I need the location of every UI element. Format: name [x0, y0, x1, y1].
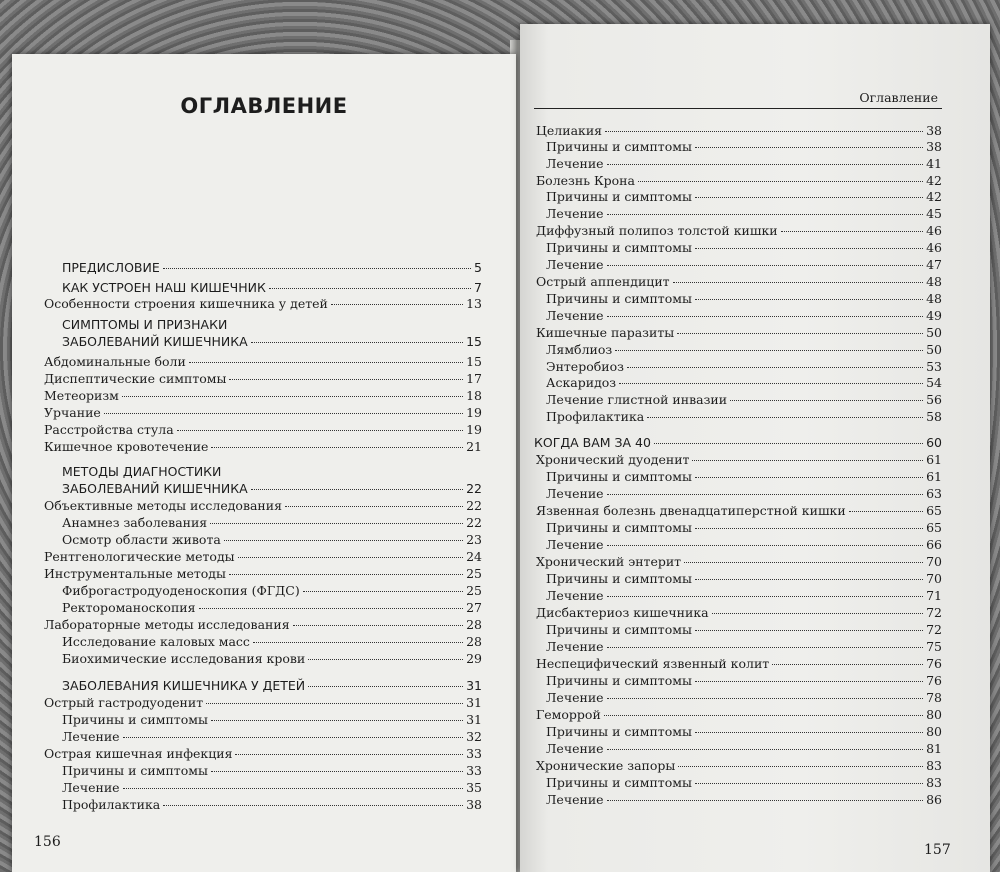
- toc-entry: [534, 434, 942, 451]
- toc-entry: [546, 740, 942, 757]
- toc-entry-title: Метеоризм: [44, 388, 119, 403]
- toc-entry: [546, 570, 942, 587]
- dot-leader: [730, 400, 923, 401]
- dot-leader: [251, 489, 463, 490]
- toc-entry-title: Лечение: [546, 741, 604, 756]
- toc-entry-title: Болезнь Крона: [536, 173, 635, 188]
- toc-entry: [536, 324, 942, 341]
- toc-entry: [546, 155, 942, 172]
- toc-entry-title: Хронический энтерит: [536, 554, 682, 569]
- toc-entry-title: Лечение: [546, 537, 604, 552]
- toc-entry-page: 71: [926, 588, 942, 603]
- dot-leader: [123, 788, 464, 789]
- toc-entry-title: Лечение: [546, 156, 604, 171]
- toc-entry-page: 29: [466, 651, 482, 666]
- toc-entry-page: 41: [926, 156, 942, 171]
- toc-entry-page: 18: [466, 388, 482, 403]
- toc-entry: [536, 604, 942, 621]
- toc-entry-page: 13: [466, 296, 482, 311]
- toc-entry-page: 49: [926, 308, 942, 323]
- toc-entry: [44, 565, 482, 582]
- toc-entry-page: 32: [466, 729, 482, 744]
- dot-leader: [122, 396, 463, 397]
- toc-entry: [536, 222, 942, 239]
- toc-entry: [546, 256, 942, 273]
- toc-entry-page: 46: [926, 240, 942, 255]
- toc-entry-page: 38: [466, 797, 482, 812]
- dot-leader: [308, 659, 463, 660]
- toc-entry: [44, 616, 482, 633]
- toc-entry: [62, 728, 482, 745]
- dot-leader: [206, 703, 463, 704]
- toc-entry-page: 83: [926, 775, 942, 790]
- toc-entry: [62, 259, 482, 276]
- toc-entry: [44, 694, 482, 711]
- dot-leader: [607, 265, 924, 266]
- toc-entry: [62, 633, 482, 650]
- toc-entry: [546, 138, 942, 155]
- toc-entry-title: Аскаридоз: [546, 375, 617, 390]
- toc-entry-page: 76: [926, 656, 942, 671]
- toc-entry-page: 38: [926, 139, 942, 154]
- dot-leader: [229, 379, 463, 380]
- toc-entry-title: Энтеробиоз: [546, 359, 624, 374]
- toc-entry: [536, 172, 942, 189]
- toc-entry-title: Острая кишечная инфекция: [44, 746, 233, 761]
- toc-entry-title: Диффузный полипоз толстой кишки: [536, 223, 778, 238]
- toc-entry-title: Урчание: [44, 405, 101, 420]
- toc-entry: [546, 408, 942, 425]
- page-number-right: 157: [924, 842, 951, 858]
- toc-entry-title: Ректороманоскопия: [62, 600, 196, 615]
- toc-entry-page: 48: [926, 291, 942, 306]
- toc-entry-title: Причины и симптомы: [546, 571, 692, 586]
- toc-entry-title: Причины и симптомы: [546, 291, 692, 306]
- toc-entry-title: Профилактика: [62, 797, 161, 812]
- toc-entry: [44, 353, 482, 370]
- toc-entry: [62, 796, 482, 813]
- toc-entry: [536, 273, 942, 290]
- toc-entry-page: 80: [926, 707, 942, 722]
- toc-entry: [62, 650, 482, 667]
- toc-entry-title: Причины и симптомы: [546, 724, 692, 739]
- toc-entry-title: Хронический дуоденит: [536, 452, 690, 467]
- toc-entry: [536, 655, 942, 672]
- toc-entry-page: 65: [926, 520, 942, 535]
- dot-leader: [163, 268, 471, 269]
- toc-entry: [546, 536, 942, 553]
- dot-leader: [224, 540, 463, 541]
- dot-leader: [238, 557, 464, 558]
- toc-entry-title: Лечение: [546, 690, 604, 705]
- toc-entry: [62, 480, 482, 497]
- toc-entry-page: 70: [926, 554, 942, 569]
- toc-entry-title: Кишечные паразиты: [536, 325, 675, 340]
- toc-entry-title: Инструментальные методы: [44, 566, 226, 581]
- dot-leader: [712, 613, 923, 614]
- toc-entry: [62, 762, 482, 779]
- running-head: Оглавление: [859, 90, 938, 105]
- toc-entry-page: 31: [466, 678, 482, 693]
- toc-entry-page: 50: [926, 325, 942, 340]
- toc-entry-title: Причины и симптомы: [546, 469, 692, 484]
- toc-entry: [546, 519, 942, 536]
- dot-leader: [695, 147, 923, 148]
- toc-entry-page: 78: [926, 690, 942, 705]
- dot-leader: [695, 579, 923, 580]
- toc-entry-page: 72: [926, 605, 942, 620]
- dot-leader: [211, 447, 463, 448]
- toc-entry: [536, 706, 942, 723]
- toc-entry-title: Геморрой: [536, 707, 601, 722]
- toc-entry-title: Причины и симптомы: [546, 139, 692, 154]
- dot-leader: [607, 647, 924, 648]
- dot-leader: [163, 805, 463, 806]
- toc-entry-title: Лабораторные методы исследования: [44, 617, 290, 632]
- toc-entry-title: Причины и симптомы: [546, 775, 692, 790]
- toc-entry-page: 19: [466, 405, 482, 420]
- toc-entry: [62, 531, 482, 548]
- toc-entry-title: Лямблиоз: [546, 342, 613, 357]
- toc-entry-title: Целиакия: [536, 123, 603, 138]
- toc-entry: [62, 279, 482, 296]
- toc-entry: [62, 316, 482, 333]
- dot-leader: [619, 383, 923, 384]
- dot-leader: [695, 477, 923, 478]
- toc-entry: [62, 779, 482, 796]
- toc-entry: [546, 485, 942, 502]
- page-number-left: 156: [34, 834, 61, 850]
- toc-entry-page: 31: [466, 712, 482, 727]
- dot-leader: [695, 783, 923, 784]
- toc-entry: [44, 548, 482, 565]
- dot-leader: [604, 715, 923, 716]
- toc-entry: [62, 677, 482, 694]
- toc-entry: [546, 791, 942, 808]
- dot-leader: [684, 562, 923, 563]
- toc-entry: [62, 514, 482, 531]
- dot-leader: [607, 800, 924, 801]
- dot-leader: [607, 596, 924, 597]
- left-page: [12, 54, 516, 872]
- toc-entry-title: Профилактика: [546, 409, 645, 424]
- toc-entry: [44, 421, 482, 438]
- dot-leader: [638, 181, 923, 182]
- toc-entry-title: Лечение: [546, 308, 604, 323]
- toc-entry-page: 66: [926, 537, 942, 552]
- toc-entry-title: Неспецифический язвенный колит: [536, 656, 770, 671]
- toc-entry-page: 7: [474, 280, 482, 295]
- toc-entry-page: 65: [926, 503, 942, 518]
- toc-entry-title: Лечение: [546, 486, 604, 501]
- toc-entry-page: 38: [926, 123, 942, 138]
- toc-entry: [62, 599, 482, 616]
- toc-entry-title: Кишечное кровотечение: [44, 439, 209, 454]
- toc-entry-title: Лечение: [546, 639, 604, 654]
- dot-leader: [692, 460, 923, 461]
- toc-entry: [536, 502, 942, 519]
- toc-entry-title: ПРЕДИСЛОВИЕ: [62, 260, 160, 275]
- dot-leader: [695, 299, 923, 300]
- toc-entry-title: Причины и симптомы: [62, 712, 208, 727]
- toc-entry: [546, 468, 942, 485]
- dot-leader: [607, 214, 924, 215]
- dot-leader: [235, 754, 463, 755]
- dot-leader: [104, 413, 463, 414]
- dot-leader: [285, 506, 463, 507]
- toc-entry: [546, 290, 942, 307]
- toc-entry-page: 21: [466, 439, 482, 454]
- toc-entry-page: 25: [466, 566, 482, 581]
- toc-entry-title: Фиброгастродуоденоскопия (ФГДС): [62, 583, 300, 598]
- toc-entry-title: Лечение: [546, 257, 604, 272]
- toc-entry: [546, 587, 942, 604]
- dot-leader: [229, 574, 463, 575]
- toc-entry: [62, 582, 482, 599]
- dot-leader: [607, 164, 924, 165]
- toc-entry-title: Лечение: [546, 588, 604, 603]
- toc-entry-title: Абдоминальные боли: [44, 354, 186, 369]
- dot-leader: [695, 528, 923, 529]
- toc-entry-page: 5: [474, 260, 482, 275]
- toc-entry-title: Осмотр области живота: [62, 532, 221, 547]
- dot-leader: [695, 630, 923, 631]
- toc-entry-title: Причины и симптомы: [546, 189, 692, 204]
- toc-entry-title: Лечение: [62, 729, 120, 744]
- toc-entry-page: 28: [466, 617, 482, 632]
- toc-entry-page: 63: [926, 486, 942, 501]
- dot-leader: [673, 282, 924, 283]
- toc-entry: [44, 295, 482, 312]
- right-page: [520, 24, 990, 872]
- dot-leader: [308, 686, 463, 687]
- dot-leader: [189, 362, 463, 363]
- toc-entry-title: Причины и симптомы: [62, 763, 208, 778]
- toc-entry-page: 61: [926, 469, 942, 484]
- toc-entry-page: 70: [926, 571, 942, 586]
- dot-leader: [607, 494, 924, 495]
- toc-entry-page: 61: [926, 452, 942, 467]
- toc-entry-title: Острый гастродуоденит: [44, 695, 204, 710]
- toc-entry-title: Лечение: [546, 792, 604, 807]
- toc-entry-title: Анамнез заболевания: [62, 515, 208, 530]
- toc-entry-page: 15: [466, 334, 482, 349]
- toc-entry-page: 25: [466, 583, 482, 598]
- toc-entry-page: 22: [466, 515, 482, 530]
- dot-leader: [678, 766, 923, 767]
- toc-entry-page: 54: [926, 375, 942, 390]
- dot-leader: [695, 197, 923, 198]
- dot-leader: [303, 591, 463, 592]
- toc-entry-title: Объективные методы исследования: [44, 498, 282, 513]
- toc-entry-page: 72: [926, 622, 942, 637]
- dot-leader: [695, 681, 923, 682]
- toc-entry-page: 22: [466, 481, 482, 496]
- dot-leader: [695, 248, 923, 249]
- toc-entry-page: 58: [926, 409, 942, 424]
- toc-entry: [546, 774, 942, 791]
- toc-entry-page: 27: [466, 600, 482, 615]
- toc-entry-title: Диспептические симптомы: [44, 371, 227, 386]
- dot-leader: [607, 545, 924, 546]
- toc-entry: [44, 404, 482, 421]
- dot-leader: [123, 737, 464, 738]
- dot-leader: [269, 288, 471, 289]
- toc-entry-title: Лечение: [62, 780, 120, 795]
- toc-entry-page: 81: [926, 741, 942, 756]
- toc-entry: [546, 638, 942, 655]
- toc-entry-title: ЗАБОЛЕВАНИЯ КИШЕЧНИКА У ДЕТЕЙ: [62, 678, 306, 693]
- toc-entry-page: 42: [926, 189, 942, 204]
- dot-leader: [695, 732, 923, 733]
- toc-entry: [546, 239, 942, 256]
- toc-entry: [546, 689, 942, 706]
- toc-entry-page: 86: [926, 792, 942, 807]
- toc-entry-page: 48: [926, 274, 942, 289]
- toc-entry-title: Рентгенологические методы: [44, 549, 235, 564]
- toc-entry: [44, 497, 482, 514]
- toc-entry-page: 22: [466, 498, 482, 513]
- toc-entry-title: ЗАБОЛЕВАНИЙ КИШЕЧНИКА: [62, 334, 248, 349]
- toc-entry-title: Причины и симптомы: [546, 622, 692, 637]
- toc-entry: [536, 757, 942, 774]
- toc-entry-page: 47: [926, 257, 942, 272]
- toc-entry: [546, 621, 942, 638]
- dot-leader: [654, 443, 923, 444]
- toc-entry-title: ЗАБОЛЕВАНИЙ КИШЕЧНИКА: [62, 481, 248, 496]
- toc-entry: [536, 122, 942, 139]
- dot-leader: [211, 720, 463, 721]
- dot-leader: [293, 625, 464, 626]
- dot-leader: [607, 698, 924, 699]
- dot-leader: [849, 511, 923, 512]
- dot-leader: [210, 523, 463, 524]
- toc-entry-page: 23: [466, 532, 482, 547]
- toc-entry-page: 75: [926, 639, 942, 654]
- toc-entry-title: Дисбактериоз кишечника: [536, 605, 709, 620]
- toc-entry-page: 28: [466, 634, 482, 649]
- toc-entry-page: 17: [466, 371, 482, 386]
- toc-entry: [546, 391, 942, 408]
- toc-entry-title: Исследование каловых масс: [62, 634, 250, 649]
- dot-leader: [772, 664, 923, 665]
- toc-entry: [62, 463, 482, 480]
- toc-entry-title: Хронические запоры: [536, 758, 676, 773]
- toc-entry-title: МЕТОДЫ ДИАГНОСТИКИ: [62, 464, 222, 479]
- toc-entry: [546, 723, 942, 740]
- toc-list-right: [520, 24, 990, 872]
- toc-entry-page: 50: [926, 342, 942, 357]
- toc-list-left: [12, 54, 516, 872]
- toc-entry-title: Биохимические исследования крови: [62, 651, 306, 666]
- dot-leader: [607, 749, 924, 750]
- toc-entry: [44, 387, 482, 404]
- toc-entry-page: 15: [466, 354, 482, 369]
- dot-leader: [251, 342, 463, 343]
- dot-leader: [781, 231, 923, 232]
- dot-leader: [253, 642, 463, 643]
- toc-entry: [546, 307, 942, 324]
- toc-entry-title: Расстройства стула: [44, 422, 174, 437]
- toc-entry-page: 42: [926, 173, 942, 188]
- dot-leader: [199, 608, 464, 609]
- toc-entry-page: 83: [926, 758, 942, 773]
- toc-entry-title: Причины и симптомы: [546, 240, 692, 255]
- toc-entry-page: 33: [466, 746, 482, 761]
- dot-leader: [605, 131, 923, 132]
- toc-entry: [546, 205, 942, 222]
- toc-entry-title: Лечение глистной инвазии: [546, 392, 728, 407]
- dot-leader: [627, 367, 923, 368]
- dot-leader: [615, 350, 923, 351]
- toc-entry-page: 46: [926, 223, 942, 238]
- toc-entry-page: 80: [926, 724, 942, 739]
- toc-entry-title: КАК УСТРОЕН НАШ КИШЕЧНИК: [62, 280, 266, 295]
- toc-entry: [546, 672, 942, 689]
- toc-entry-title: КОГДА ВАМ ЗА 40: [534, 435, 651, 450]
- toc-entry: [44, 745, 482, 762]
- toc-entry-page: 24: [466, 549, 482, 564]
- toc-entry: [546, 374, 942, 391]
- toc-entry-page: 56: [926, 392, 942, 407]
- toc-entry: [536, 553, 942, 570]
- dot-leader: [607, 316, 924, 317]
- toc-entry: [44, 438, 482, 455]
- page-title: ОГЛАВЛЕНИЕ: [180, 94, 348, 118]
- dot-leader: [677, 333, 923, 334]
- toc-entry-title: Острый аппендицит: [536, 274, 670, 289]
- toc-entry-page: 33: [466, 763, 482, 778]
- dot-leader: [647, 417, 923, 418]
- toc-entry: [44, 370, 482, 387]
- dot-leader: [211, 771, 463, 772]
- toc-entry: [546, 188, 942, 205]
- toc-entry-title: Особенности строения кишечника у детей: [44, 296, 328, 311]
- toc-entry-page: 19: [466, 422, 482, 437]
- toc-entry-title: Причины и симптомы: [546, 673, 692, 688]
- toc-entry: [62, 333, 482, 350]
- toc-entry: [546, 358, 942, 375]
- toc-entry-title: Лечение: [546, 206, 604, 221]
- toc-entry-title: Причины и симптомы: [546, 520, 692, 535]
- toc-entry-page: 60: [926, 435, 942, 450]
- toc-entry: [62, 711, 482, 728]
- toc-entry: [536, 451, 942, 468]
- toc-entry-page: 31: [466, 695, 482, 710]
- toc-entry-title: СИМПТОМЫ И ПРИЗНАКИ: [62, 317, 228, 332]
- toc-entry-page: 76: [926, 673, 942, 688]
- toc-entry-page: 45: [926, 206, 942, 221]
- toc-entry: [546, 341, 942, 358]
- dot-leader: [331, 304, 463, 305]
- toc-entry-title: Язвенная болезнь двенадцатиперстной кишки: [536, 503, 846, 518]
- dot-leader: [177, 430, 463, 431]
- toc-entry-page: 53: [926, 359, 942, 374]
- toc-entry-page: 35: [466, 780, 482, 795]
